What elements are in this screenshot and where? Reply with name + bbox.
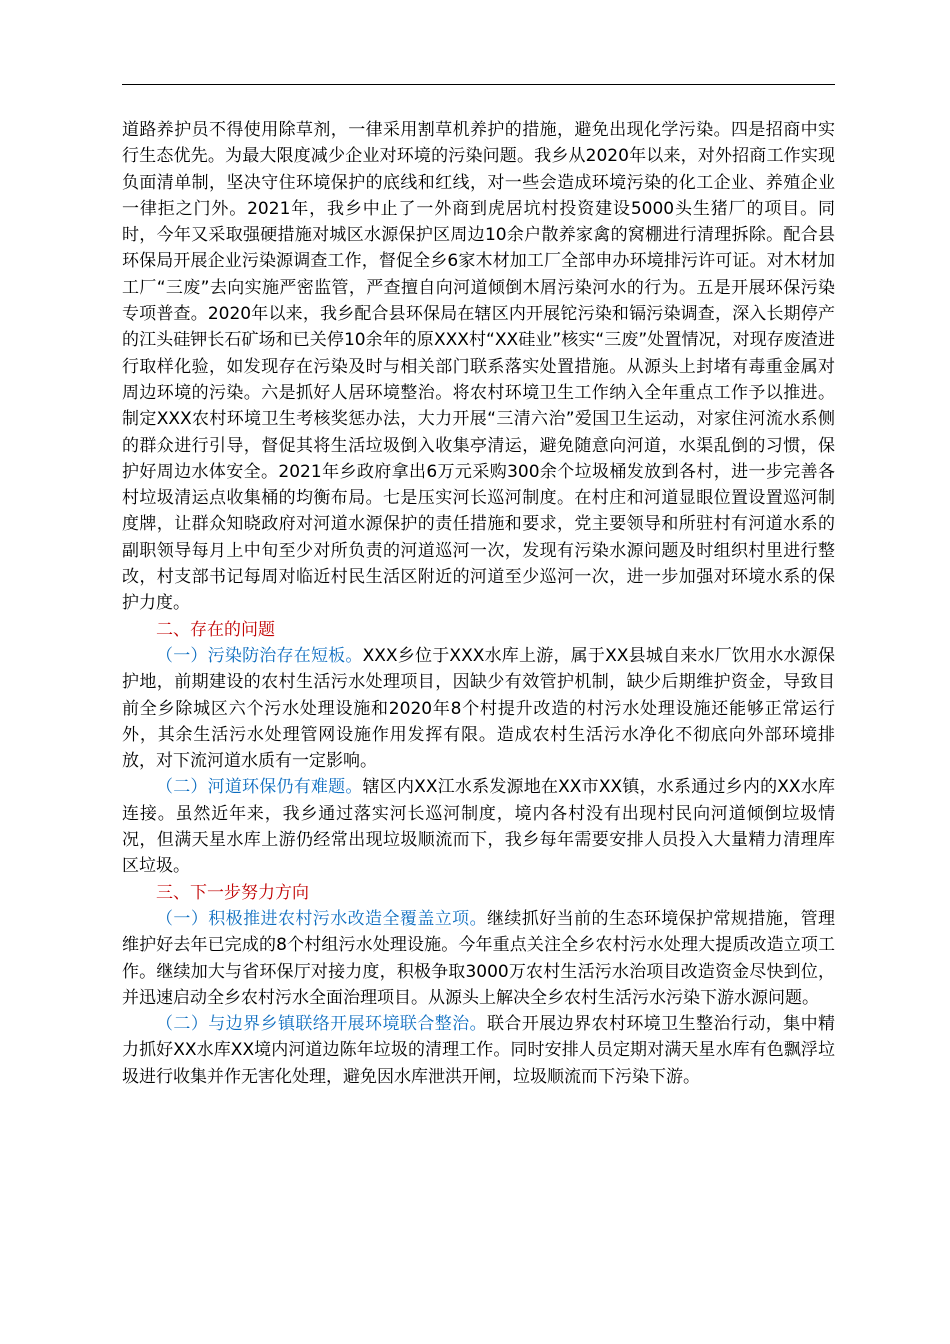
- problem-item-1-text: XXX乡位于XXX水库上游，属于XX县城自来水厂饮用水水源保护地，前期建设的农村生活污水处理项目，因缺少有效管护机制，缺少后期维护资金，导致目前全乡除城区六个污水处理设施和2020年8个村提升改造的村污水处理设施还能够正常运行外，其余生活污水处理管网设施作用发挥有限。造成农村生活污水净化不彻底向外部环境排放，对下流河道水质有一定影响。: [122, 645, 835, 772]
- next-step-item-1-text: 继续抓好当前的生态环境保护常规措施，管理维护好去年已完成的8个村组污水处理设施。今年重点关注全乡农村污水处理大提质改造立项工作。继续加大与省环保厅对接力度，积极争取3000万农村生活污水治项目改造资金尽快到位，并迅速启动全乡农村污水全面治理项目。从源头上解决全乡农村生活污水污染下游水源问题。: [122, 908, 835, 1008]
- problem-item-2: [122, 774, 835, 879]
- document-body: [122, 117, 835, 1090]
- header-rule: [122, 84, 835, 85]
- next-step-item-1: [122, 906, 835, 1011]
- paragraph-continuation: 道路养护员不得使用除草剂，一律采用割草机养护的措施，避免出现化学污染。四是招商中实行生态优先。为最大限度减少企业对环境的污染问题。我乡从2020年以来，对外招商工作实现负面清单制，坚决守住环境保护的底线和红线，对一些会造成环境污染的化工企业、养殖企业一律拒之门外。2021年，我乡中止了一外商到虎居坑村投资建设5000头生猪厂的项目。同时，今年又采取强硬措施对城区水源保护区周边10余户散养家禽的窝棚进行清理拆除。配合县环保局开展企业污染源调查工作，督促全乡6家木材加工厂全部申办环境排污许可证。对木材加工厂“三废”去向实施严密监管，严查擅自向河道倾倒木屑污染河水的行为。五是开展环保污染专项普查。2020年以来，我乡配合县环保局在辖区内开展铊污染和镉污染调查，深入长期停产的江头硅钾长石矿场和已关停10余年的原XXX村“XX硅业”核实“三废”处置情况，对现存废渣进行取样化验，如发现存在污染及时与相关部门联系落实处置措施。从源头上封堵有毒重金属对周边环境的污染。六是抓好人居环境整治。将农村环境卫生工作纳入全年重点工作予以推进。制定XXX农村环境卫生考核奖惩办法，大力开展“三清六治”爱国卫生运动，对家住河流水系侧的群众进行引导，督促其将生活垃圾倒入收集亭清运，避免随意向河道，水渠乱倒的习惯，保护好周边水体安全。2021年乡政府拿出6万元采购300余个垃圾桶发放到各村，进一步完善各村垃圾清运点收集桶的均衡布局。七是压实河长巡河制度。在村庄和河道显眼位置设置巡河制度牌，让群众知晓政府对河道水源保护的责任措施和要求，党主要领导和所驻村有河道水系的副职领导每月上中旬至少对所负责的河道巡河一次，发现有污染水源问题及时组织村里进行整改，村支部书记每周对临近村民生活区附近的河道至少巡河一次，进一步加强对环境水系的保护力度。: [122, 120, 835, 614]
- problem-item-2-title: （二）河道环保仍有难题。: [156, 777, 363, 798]
- problem-item-1: [122, 643, 835, 774]
- section-heading-next-steps: 三、下一步努力方向: [156, 882, 309, 903]
- next-step-item-1-title: （一）积极推进农村污水改造全覆盖立项。: [156, 908, 487, 929]
- next-step-item-2-text: 联合开展边界农村环境卫生整治行动，集中精力抓好XX水库XX境内河道边陈年垃圾的清理工作。同时安排人员定期对满天星水库有色飘浮垃圾进行收集并作无害化处理，避免因水库泄洪开闸，垃圾顺流而下污染下游。: [122, 1014, 835, 1087]
- problem-item-2-text: 辖区内XX江水系发源地在XX市XX镇，水系通过乡内的XX水库连接。虽然近年来，我乡通过落实河长巡河制度，境内各村没有出现村民向河道倾倒垃圾情况，但满天星水库上游仍经常出现垃圾顺流而下，我乡每年需要安排人员投入大量精力清理库区垃圾。: [122, 777, 836, 877]
- problem-item-1-title: （一）污染防治存在短板。: [156, 645, 363, 666]
- section-heading-problems: 二、存在的问题: [156, 619, 275, 640]
- next-step-item-2: [122, 1011, 835, 1090]
- next-step-item-2-title: （二）与边界乡镇联络开展环境联合整治。: [156, 1014, 487, 1035]
